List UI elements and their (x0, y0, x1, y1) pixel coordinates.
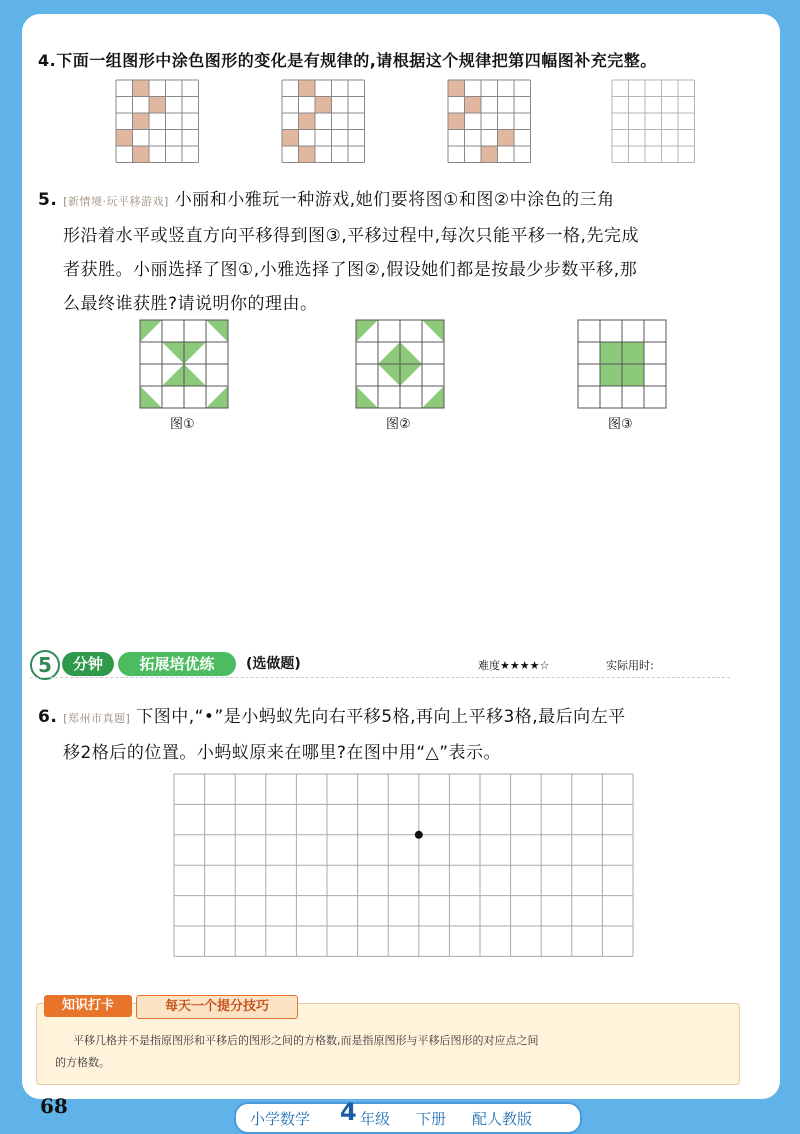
q5-tag: [新情境·玩平移游戏] (63, 195, 169, 208)
ant-position-dot (415, 831, 423, 839)
tip-label: 知识打卡 (44, 995, 132, 1017)
q5-caption-1: 图① (170, 417, 195, 432)
tip-text-2: 的方格数。 (55, 1056, 110, 1069)
time-used-label: 实际用时: (606, 659, 654, 672)
footer-grade-label: 年级 (360, 1110, 391, 1128)
q6-line-1: 下图中,“•”是小蚂蚁先向右平移5格,再向上平移3格,最后向左平 (136, 707, 626, 727)
q4-text: 下面一组图形中涂色图形的变化是有规律的,请根据这个规律把第四幅图补充完整。 (56, 51, 657, 70)
q6-number: 6. (38, 707, 58, 727)
footer-edition: 配人教版 (472, 1110, 533, 1128)
q5-line-2: 形沿着水平或竖直方向平移得到图③,平移过程中,每次只能平移一格,先完成 (63, 226, 639, 246)
section-number: 5 (30, 650, 60, 680)
footer-banner (234, 1098, 582, 1134)
tip-title: 每天一个提分技巧 (136, 995, 298, 1019)
footer-grade-number: 4 (340, 1098, 357, 1126)
q5-line-4: 么最终谁获胜?请说明你的理由。 (63, 294, 318, 314)
footer-subject: 小学数学 (250, 1110, 311, 1128)
tip-content (55, 1030, 735, 1074)
q5-caption-2: 图② (386, 417, 411, 432)
q6-tag: [郑州市真题] (63, 712, 131, 725)
footer-term: 下册 (416, 1110, 447, 1128)
page-number: 68 (40, 1094, 68, 1118)
section-label-minutes: 分钟 (62, 652, 114, 676)
section-label-title: 拓展培优练 (118, 652, 236, 676)
q5-caption-3: 图③ (608, 417, 633, 432)
section-note: (选做题) (246, 656, 301, 672)
q5-line-3: 者获胜。小丽选择了图①,小雅选择了图②,假设她们都是按最少步数平移,那 (63, 260, 638, 280)
tip-text-1: 平移几格并不是指原图形和平移后的图形之间的方格数,而是指原图形与平移后图形的对应点之间 (73, 1034, 539, 1047)
q5-number: 5. (38, 190, 58, 210)
difficulty-rating: 难度★★★★☆ (478, 659, 550, 672)
q4-number: 4. (38, 51, 57, 70)
q5-line-1: 小丽和小雅玩一种游戏,她们要将图①和图②中涂色的三角 (174, 190, 615, 210)
q6-line-2: 移2格后的位置。小蚂蚁原来在哪里?在图中用“△”表示。 (63, 743, 502, 763)
